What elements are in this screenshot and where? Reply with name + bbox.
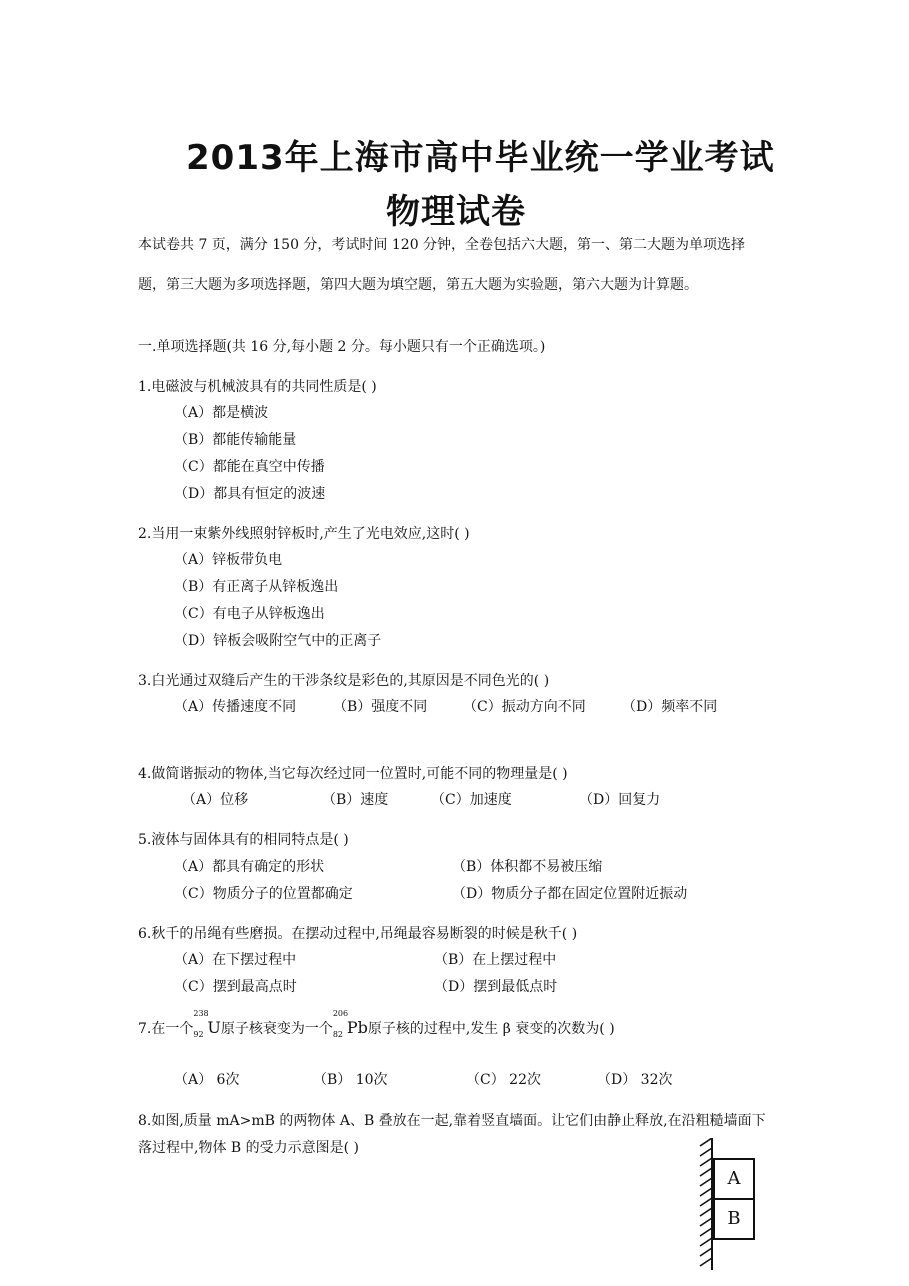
- question-8-stem-line2: 落过程中,物体 B 的受力示意图是( ): [138, 1140, 360, 1156]
- question-3-stem: 3.白光通过双缝后产生的干涉条纹是彩色的,其原因是不同色光的( ): [138, 673, 550, 689]
- uranium-mass-number: 238: [193, 1009, 209, 1018]
- q7-stem-pre: 7.在一个: [138, 1021, 194, 1037]
- q3-option-c: （C）振动方向不同: [463, 699, 586, 715]
- question-2-stem: 2.当用一束紫外线照射锌板时,产生了光电效应,这时( ): [138, 526, 470, 542]
- q4-option-b: （B）速度: [322, 792, 389, 808]
- question-4-stem: 4.做简谐振动的物体,当它每次经过同一位置时,可能不同的物理量是( ): [138, 766, 568, 782]
- intro-line2: 题，第三大题为多项选择题，第四大题为填空题，第五大题为实验题，第六大题为计算题。: [138, 277, 698, 293]
- uranium-nuclide: [193, 1009, 221, 1039]
- uranium-symbol: U: [207, 1018, 221, 1037]
- q7-option-b: （B） 10次: [313, 1072, 388, 1088]
- q6-option-a: （A）在下摆过程中: [174, 952, 297, 968]
- rough-wall-figure: [698, 1138, 714, 1270]
- q7-option-a: （A） 6次: [174, 1072, 240, 1088]
- intro-line1: 本试卷共 7 页，满分 150 分，考试时间 120 分钟，全卷包括六大题，第一、第二大题为单项选择: [138, 237, 746, 253]
- q6-option-b: （B）在上摆过程中: [434, 952, 557, 968]
- q5-option-c: （C）物质分子的位置都确定: [174, 886, 353, 902]
- q2-option-a: （A）锌板带负电: [174, 552, 283, 568]
- q6-option-c: （C）摆到最高点时: [174, 979, 297, 995]
- q1-option-b: （B）都能传输能量: [174, 432, 297, 448]
- q5-option-d: （D）物质分子都在固定位置附近振动: [452, 886, 688, 902]
- q7-stem-mid: 原子核衰变为一个: [220, 1021, 333, 1037]
- block-b: B: [713, 1198, 755, 1240]
- q7-option-c: （C） 22次: [466, 1072, 541, 1088]
- lead-nuclide: [332, 1009, 368, 1039]
- lead-mass-number: 206: [332, 1009, 349, 1018]
- question-1-stem: 1.电磁波与机械波具有的共同性质是( ): [138, 379, 377, 395]
- q4-option-d: （D）回复力: [579, 792, 661, 808]
- paper-title-line1: 2013年上海市高中毕业统一学业考试: [186, 138, 775, 178]
- q4-option-c: （C）加速度: [431, 792, 512, 808]
- q3-option-b: （B）强度不同: [333, 699, 428, 715]
- q5-option-b: （B）体积都不易被压缩: [452, 859, 603, 875]
- q4-option-a: （A）位移: [182, 792, 249, 808]
- section-heading: 一.单项选择题(共 16 分,每小题 2 分。每小题只有一个正确选项。): [138, 339, 546, 355]
- question-8-stem-line1: 8.如图,质量 mA>mB 的两物体 A、B 叠放在一起,靠着竖直墙面。让它们由静止释放,在沿粗糙墙面下: [138, 1113, 766, 1129]
- q3-option-a: （A）传播速度不同: [174, 699, 297, 715]
- q6-option-d: （D）摆到最低点时: [434, 979, 558, 995]
- q7-option-d: （D） 32次: [597, 1072, 673, 1088]
- q2-option-d: （D）锌板会吸附空气中的正离子: [174, 633, 382, 649]
- q2-option-b: （B）有正离子从锌板逸出: [174, 579, 339, 595]
- question-5-stem: 5.液体与固体具有的相同特点是( ): [138, 832, 349, 848]
- lead-atomic-number: 82: [332, 1030, 344, 1039]
- question-6-stem: 6.秋千的吊绳有些磨损。在摆动过程中,吊绳最容易断裂的时候是秋千( ): [138, 926, 578, 942]
- q1-option-d: （D）都具有恒定的波速: [174, 486, 326, 502]
- q2-option-c: （C）有电子从锌板逸出: [174, 606, 325, 622]
- q3-option-d: （D）频率不同: [622, 699, 718, 715]
- q7-stem-post: 原子核的过程中,发生 β 衰变的次数为( ): [367, 1021, 615, 1037]
- q1-option-c: （C）都能在真空中传播: [174, 459, 325, 475]
- q1-option-a: （A）都是横波: [174, 405, 269, 421]
- paper-title-line2: 物理试卷: [386, 192, 526, 232]
- wall-hatching: [700, 1138, 712, 1266]
- lead-symbol: Pb: [346, 1018, 368, 1037]
- uranium-atomic-number: 92: [193, 1030, 204, 1039]
- question-7-stem: [138, 1009, 615, 1039]
- block-a: A: [713, 1158, 755, 1200]
- q5-option-a: （A）都具有确定的形状: [174, 859, 325, 875]
